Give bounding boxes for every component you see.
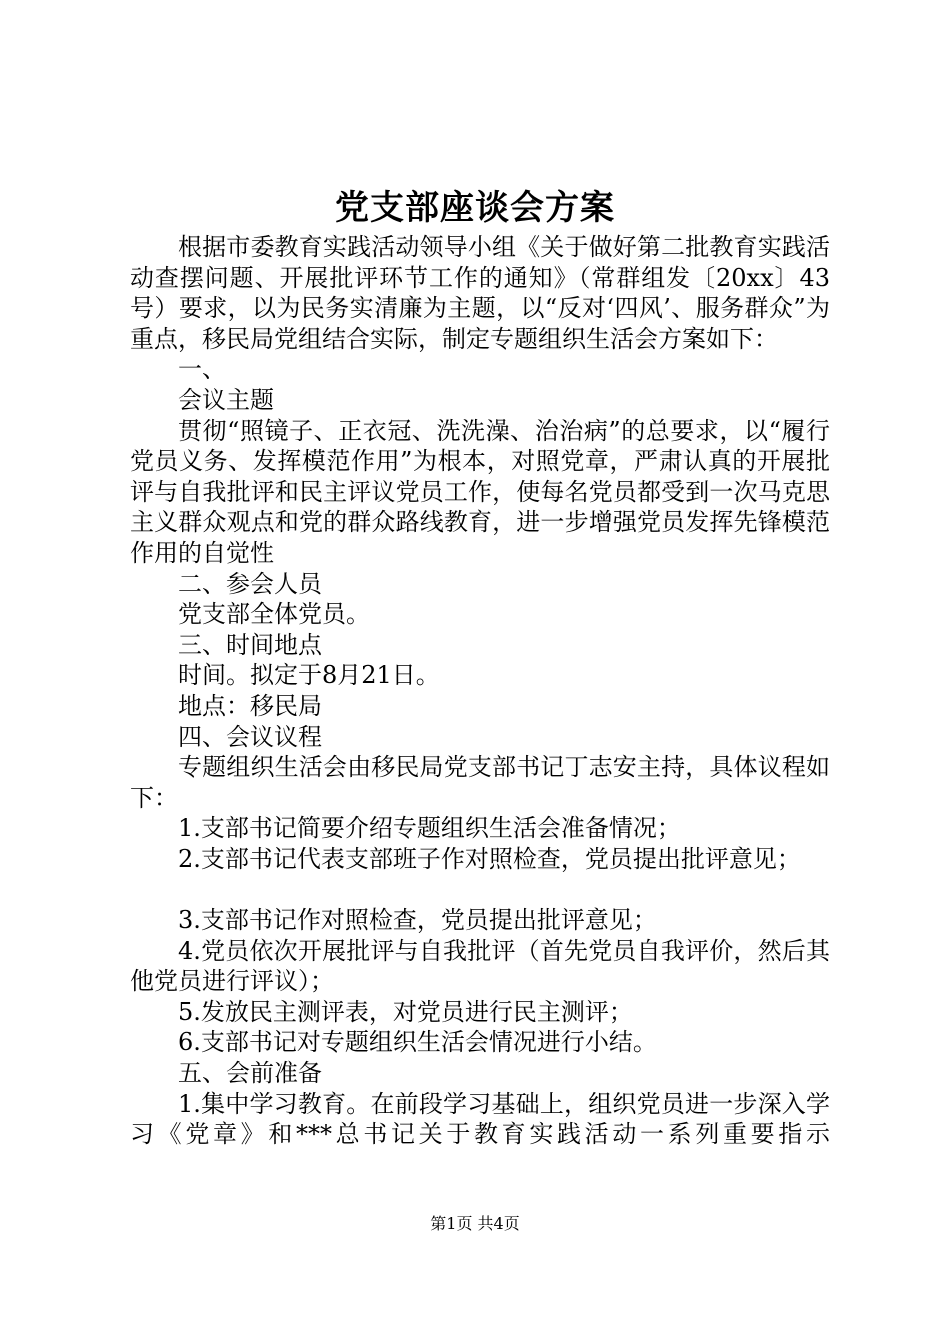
paragraph-intro: 根据市委教育实践活动领导小组《关于做好第二批教育实践活动查摆问题、开展批评环节工作的通知》（常群组发〔20xx〕43号）要求，以为民务实清廉为主题，以“反对‘四风’、服务群众”为重点，移民局党组结合实际，制定专题组织生活会方案如下： (130, 233, 830, 353)
section-heading-4: 四、会议议程 (178, 722, 322, 751)
paragraph-participants: 党支部全体党员。 (178, 600, 370, 629)
section-heading-3: 三、时间地点 (178, 630, 322, 659)
blank-line (130, 874, 830, 905)
paragraph-time: 时间。拟定于8月21日。 (178, 661, 440, 690)
agenda-item-1: 1.支部书记简要介绍专题组织生活会准备情况； (178, 814, 681, 843)
agenda-item-4: 4.党员依次开展批评与自我批评（首先党员自我评价，然后其他党员进行评议）； (130, 936, 830, 996)
paragraph-theme: 贯彻“照镜子、正衣冠、洗洗澡、治治病”的总要求，以“履行党员义务、发挥模范作用”为根本，对照党章，严肃认真的开展批评与自我批评和民主评议党员工作，使每名党员都受到一次马克思主义群众观点和党的群众路线教育，进一步增强党员发挥先锋模范作用的自觉性 (130, 416, 830, 567)
document-body (130, 232, 830, 1150)
agenda-item-2: 2.支部书记代表支部班子作对照检查，党员提出批评意见； (178, 844, 801, 873)
document-title: 党支部座谈会方案 (335, 188, 615, 228)
section-heading-1-text: 会议主题 (178, 385, 274, 414)
agenda-item-5: 5.发放民主测评表，对党员进行民主测评； (178, 997, 633, 1026)
paragraph-location: 地点：移民局 (178, 691, 322, 720)
section-heading-1-number: 一、 (178, 355, 226, 384)
paragraph-agenda-intro: 专题组织生活会由移民局党支部书记丁志安主持，具体议程如下： (130, 753, 830, 812)
agenda-item-3: 3.支部书记作对照检查，党员提出批评意见； (178, 906, 657, 935)
section-heading-5: 五、会前准备 (178, 1059, 322, 1088)
page-footer: 第1页 共4页 (430, 1214, 520, 1233)
paragraph-preparation-1: 1.集中学习教育。在前段学习基础上，组织党员进一步深入学习《党章》和***总书记关于教育实践活动一系列重要指示 (130, 1089, 830, 1149)
section-heading-2: 二、参会人员 (178, 569, 322, 598)
agenda-item-6: 6.支部书记对专题组织生活会情况进行小结。 (178, 1028, 657, 1057)
